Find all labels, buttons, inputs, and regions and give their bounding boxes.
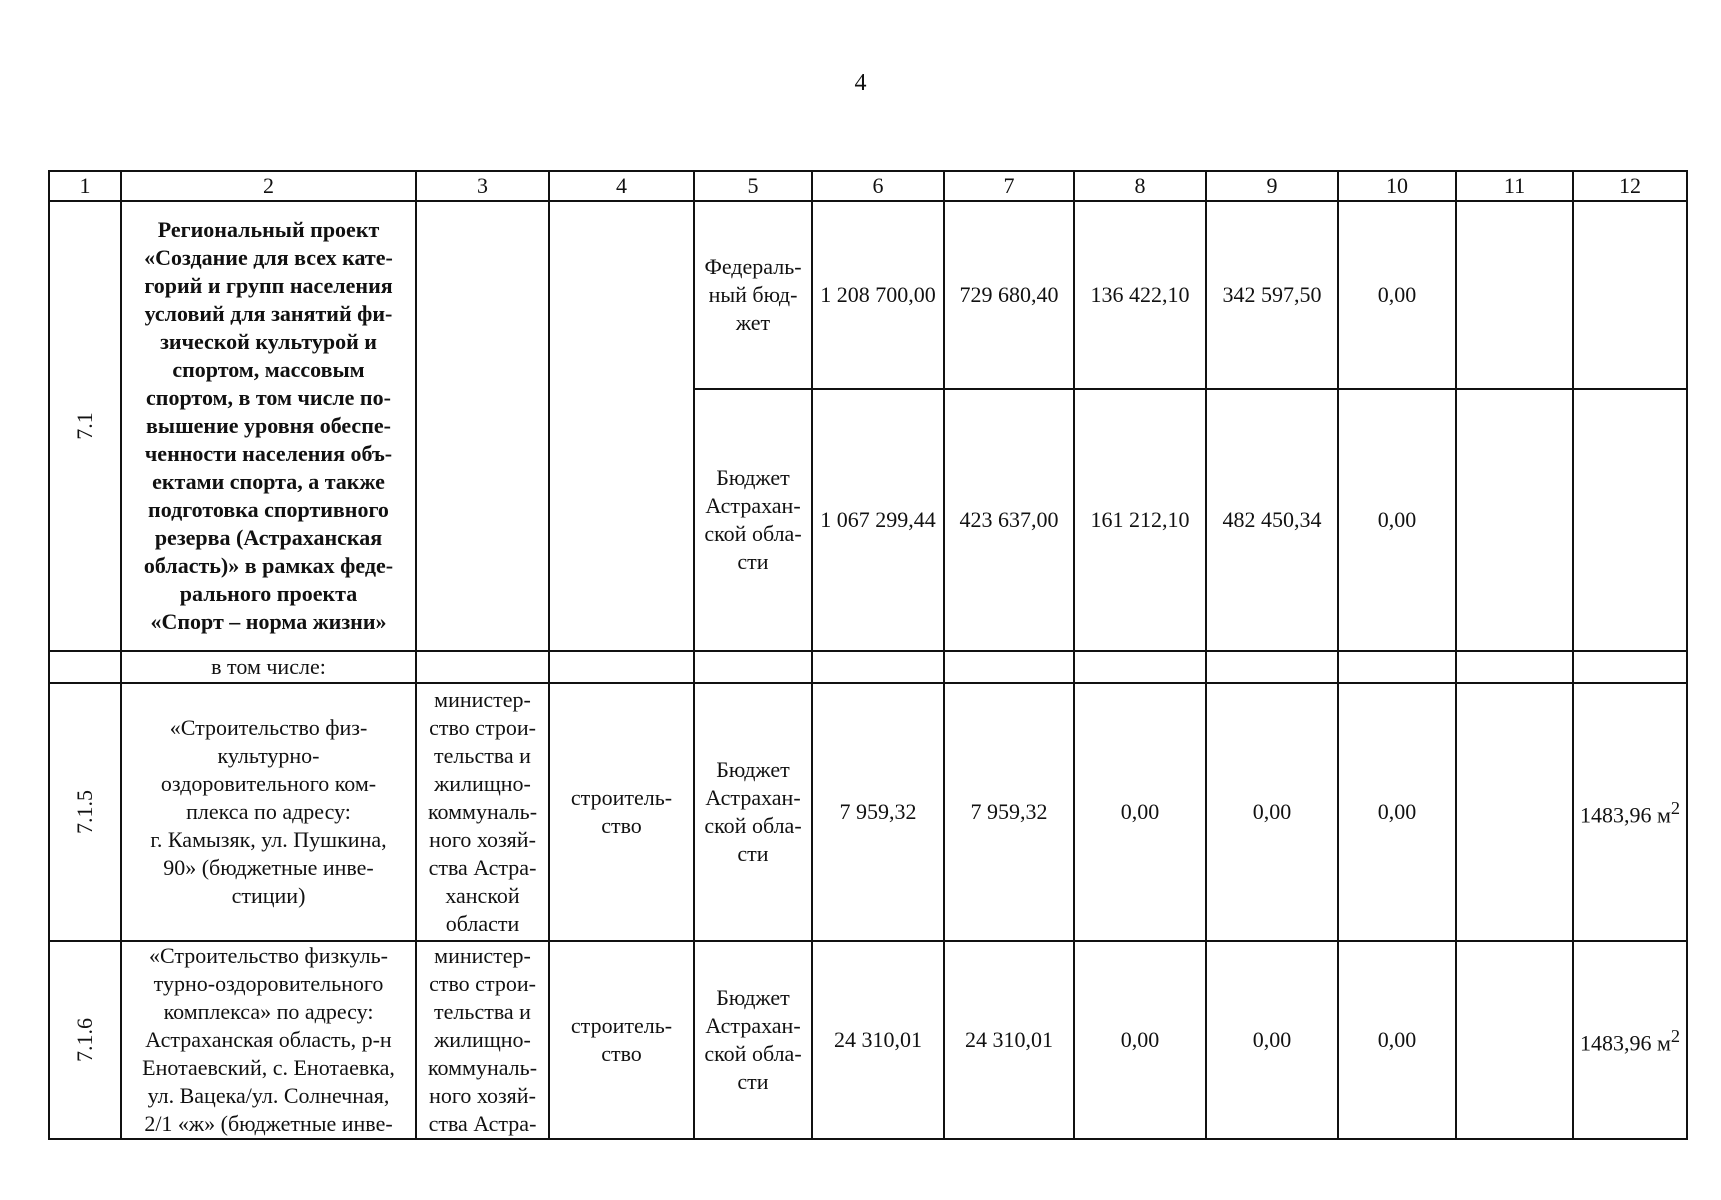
- value-cell: 0,00: [1206, 941, 1338, 1139]
- value-cell: 482 450,34: [1206, 389, 1338, 651]
- value-cell: 161 212,10: [1074, 389, 1206, 651]
- table-row: [49, 941, 1687, 1139]
- area-cell: 1483,96 $м^2$: [1573, 941, 1687, 1139]
- column-header: 10: [1338, 171, 1456, 201]
- row-number: 7.1.6: [49, 941, 121, 1139]
- funding-source: Бюджет Астрахан- ской обла- сти: [694, 683, 812, 941]
- column-header: 2: [121, 171, 416, 201]
- object-title: «Строительство физ- культурно- оздоровительного ком- плекса по адресу: г. Камызяк, ул. Пушкина, 90» (бюджетные инве- стиции): [121, 683, 416, 941]
- table-row: [49, 651, 1687, 683]
- column-header: 6: [812, 171, 944, 201]
- value-cell: 24 310,01: [812, 941, 944, 1139]
- column-header: 1: [49, 171, 121, 201]
- value-cell: [1456, 389, 1573, 651]
- column-header: 9: [1206, 171, 1338, 201]
- funding-table: [48, 170, 1688, 1140]
- column-header: 5: [694, 171, 812, 201]
- value-cell: 0,00: [1074, 683, 1206, 941]
- row-number: 7.1.5: [49, 683, 121, 941]
- column-header: 8: [1074, 171, 1206, 201]
- work-type-cell: строитель- ство: [549, 683, 694, 941]
- row-number: 7.1: [49, 201, 121, 651]
- value-cell: 0,00: [1338, 389, 1456, 651]
- value-cell: 0,00: [1206, 683, 1338, 941]
- value-cell: 1 208 700,00: [812, 201, 944, 389]
- value-cell: 0,00: [1338, 201, 1456, 389]
- value-cell: [1456, 201, 1573, 389]
- value-cell: 729 680,40: [944, 201, 1074, 389]
- row-number: [49, 651, 121, 683]
- value-cell: 423 637,00: [944, 389, 1074, 651]
- value-cell: 136 422,10: [1074, 201, 1206, 389]
- table-row: [49, 683, 1687, 941]
- executor-cell: [416, 201, 549, 651]
- column-header: 3: [416, 171, 549, 201]
- page-number: 4: [854, 70, 867, 96]
- executor-cell: министер- ство строи- тельства и жилищно- коммуналь- ного хозяй- ства Астра-: [416, 941, 549, 1139]
- value-cell: 0,00: [1338, 941, 1456, 1139]
- value-cell: 342 597,50: [1206, 201, 1338, 389]
- value-cell: 7 959,32: [812, 683, 944, 941]
- value-cell: 24 310,01: [944, 941, 1074, 1139]
- executor-cell: министер- ство строи- тельства и жилищно- коммуналь- ного хозяй- ства Астра- ханской области: [416, 683, 549, 941]
- subheading: в том числе:: [121, 651, 416, 683]
- value-cell: 0,00: [1338, 683, 1456, 941]
- object-title: «Строительство физкуль- турно-оздоровительного комплекса» по адресу: Астраханская область, р-н Енотаевский, с. Енотаевка, ул. Вацека/ул. Солнечная, 2/1 «ж» (бюджетные инве-: [121, 941, 416, 1139]
- value-cell: [1456, 941, 1573, 1139]
- header-row: [49, 171, 1687, 201]
- work-type-cell: строитель- ство: [549, 941, 694, 1139]
- funding-source: Бюджет Астрахан- ской обла- сти: [694, 389, 812, 651]
- value-cell: 0,00: [1074, 941, 1206, 1139]
- column-header: 11: [1456, 171, 1573, 201]
- funding-source: Бюджет Астрахан- ской обла- сти: [694, 941, 812, 1139]
- funding-source: Федераль- ный бюд- жет: [694, 201, 812, 389]
- value-cell: 7 959,32: [944, 683, 1074, 941]
- project-title: Региональный проект «Создание для всех кате- горий и групп населения условий для занятий фи- зической культурой и спортом, массовым спортом, в том числе по- вышение уровня обеспе- ченности населения объ- ектами спорта, а также подготовка спортивного резерва (Астраханская область)» в рамках феде- рального проекта «Спорт – норма жизни»: [121, 201, 416, 651]
- value-cell: [1456, 683, 1573, 941]
- area-cell: 1483,96 $м^2$: [1573, 683, 1687, 941]
- work-type-cell: [549, 201, 694, 651]
- table-row: [49, 201, 1687, 389]
- value-cell: 1 067 299,44: [812, 389, 944, 651]
- column-header: 7: [944, 171, 1074, 201]
- column-header: 12: [1573, 171, 1687, 201]
- value-cell: [1573, 201, 1687, 389]
- value-cell: [1573, 389, 1687, 651]
- column-header: 4: [549, 171, 694, 201]
